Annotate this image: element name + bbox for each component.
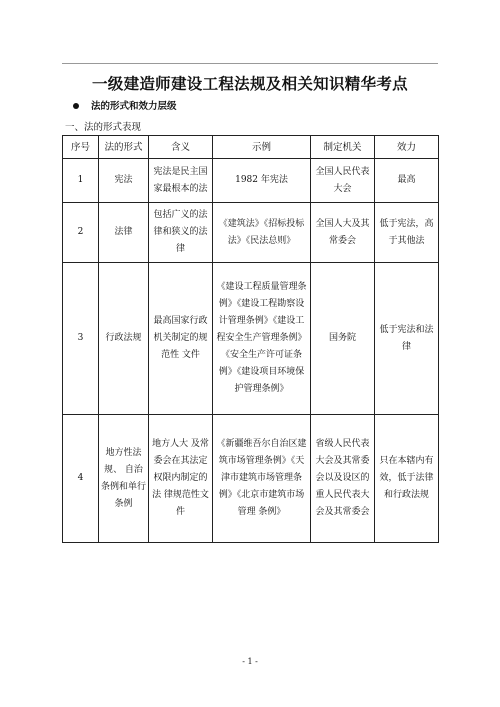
cell-effect: 最高 — [375, 159, 439, 203]
cell-no: 1 — [63, 159, 99, 203]
cell-no: 4 — [63, 415, 99, 543]
cell-example: 《建设工程质量管理条例》《建设工程勘察设计管理条例》《建设工程安全生产管理条例》《安全生产许可证条例》《建设项目环境保护管理条例》 — [213, 263, 311, 415]
header-form: 法的形式 — [99, 136, 149, 159]
cell-example: 《新疆维吾尔自治区建筑市场管理条例》《天津市建筑市场管理条例》《北京市建筑市场管理 条例》 — [213, 415, 311, 543]
law-forms-table — [62, 135, 439, 543]
header-example: 示例 — [213, 136, 311, 159]
cell-form: 行政法规 — [99, 263, 149, 415]
header-rule — [62, 63, 438, 64]
cell-authority: 全国人民代表大会 — [311, 159, 375, 203]
cell-meaning: 地方人大 及常委会在其法定权限内制定的法 律规范性文件 — [149, 415, 213, 543]
header-no: 序号 — [63, 136, 99, 159]
cell-authority: 全国人大及其常委会 — [311, 203, 375, 263]
cell-effect: 低于宪法和法律 — [375, 263, 439, 415]
cell-authority: 国务院 — [311, 263, 375, 415]
cell-no: 2 — [63, 203, 99, 263]
header-meaning: 含义 — [149, 136, 213, 159]
cell-authority: 省级人民代表大会及其常委会以及设区的重人民代表大会及其常委会 — [311, 415, 375, 543]
cell-meaning: 包括广义的法律和狭义的法律 — [149, 203, 213, 263]
cell-form: 地方性法规、 自治条例和单行条例 — [99, 415, 149, 543]
table-row — [63, 263, 439, 415]
cell-effect: 低于宪法，高于其他法 — [375, 203, 439, 263]
cell-form: 法律 — [99, 203, 149, 263]
subsection-heading: 一、法的形式表现 — [65, 122, 142, 133]
cell-no: 3 — [63, 263, 99, 415]
cell-form: 宪法 — [99, 159, 149, 203]
cell-effect: 只在本辖内有效，低于法律和行政法规 — [375, 415, 439, 543]
page-title: 一级建造师建设工程法规及相关知识精华考点 — [91, 75, 408, 93]
table-row — [63, 203, 439, 263]
cell-meaning: 最高国家行政机关制定的规范性 文件 — [149, 263, 213, 415]
page-number: - 1 - — [242, 657, 258, 666]
table-header-row — [63, 136, 439, 159]
cell-example: 《建筑法》《招标投标法》《民法总则》 — [213, 203, 311, 263]
bullet-icon — [73, 103, 79, 109]
section-heading-text: 法的形式和效力层级 — [91, 101, 177, 112]
cell-meaning: 宪法是民主国家最根本的法 — [149, 159, 213, 203]
header-authority: 制定机关 — [311, 136, 375, 159]
header-effect: 效力 — [375, 136, 439, 159]
section-heading — [73, 98, 177, 112]
table-row — [63, 415, 439, 543]
cell-example: 1982 年宪法 — [213, 159, 311, 203]
table-row — [63, 159, 439, 203]
